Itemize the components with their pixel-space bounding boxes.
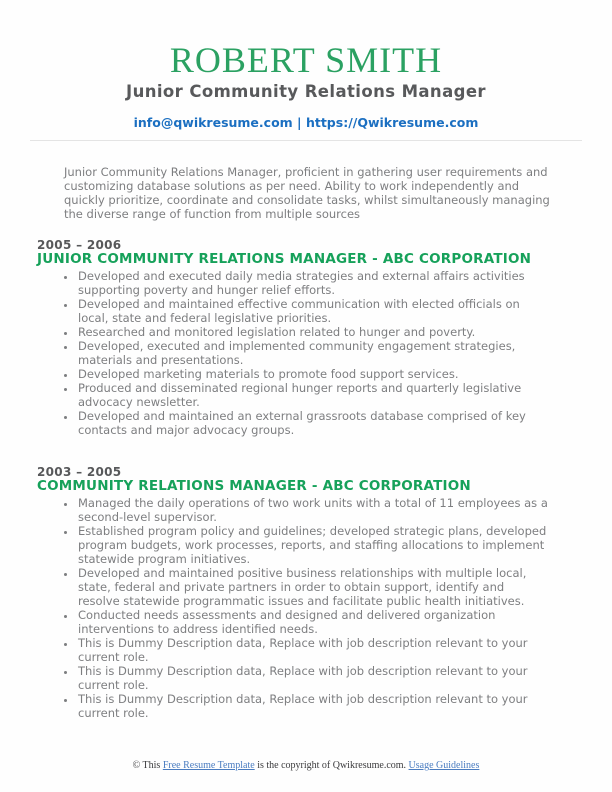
candidate-job-title: Junior Community Relations Manager xyxy=(126,82,486,101)
footer-text-middle: is the copyright of Qwikresume.com. xyxy=(254,760,409,771)
bullet-item: • Managed the daily operations of two work units with a total of 11 employees as a second-level supervisor. xyxy=(76,496,548,524)
summary-paragraph: Junior Community Relations Manager, proficient in gathering user requirements and customizing database solutions as per need. Ability to work independently and quickly prioritize, coordinate and consolidate tasks, whilst simultaneously managing the diverse range of function from multiple sources xyxy=(64,165,550,221)
bullet-item: • Developed marketing materials to promote food support services. xyxy=(76,367,548,381)
free-resume-template-link[interactable]: Free Resume Template xyxy=(162,760,255,771)
bullet-item: • This is Dummy Description data, Replace with job description relevant to your current role. xyxy=(76,664,548,692)
section-heading: COMMUNITY RELATIONS MANAGER - ABC CORPORATION xyxy=(37,478,471,494)
bullet-item: • Developed and maintained an external grassroots database comprised of key contacts and major advocacy groups. xyxy=(76,409,548,437)
bullet-item: • Researched and monitored legislation related to hunger and poverty. xyxy=(76,325,548,339)
experience-section-1 xyxy=(37,238,548,437)
section-dates: 2005 – 2006 xyxy=(37,238,122,252)
bullet-list xyxy=(37,496,548,720)
experience-section-2 xyxy=(37,465,548,720)
bullet-list xyxy=(37,269,548,437)
bullet-item: • Developed, executed and implemented community engagement strategies, materials and presentations. xyxy=(76,339,548,367)
header-divider xyxy=(30,140,582,141)
bullet-item: • Developed and executed daily media strategies and external affairs activities supporting poverty and hunger relief efforts. xyxy=(76,269,548,297)
section-heading: JUNIOR COMMUNITY RELATIONS MANAGER - ABC CORPORATION xyxy=(37,251,532,267)
usage-guidelines-link[interactable]: Usage Guidelines xyxy=(408,760,480,771)
bullet-item: • Conducted needs assessments and designed and delivered organization interventions to address identified needs. xyxy=(76,608,548,636)
bullet-item: • This is Dummy Description data, Replace with job description relevant to your current role. xyxy=(76,636,548,664)
section-dates: 2003 – 2005 xyxy=(37,465,122,479)
bullet-item: • This is Dummy Description data, Replace with job description relevant to your current role. xyxy=(76,692,548,720)
candidate-name: ROBERT SMITH xyxy=(169,40,443,80)
footer-text-prefix: © This xyxy=(132,760,163,771)
bullet-item: • Developed and maintained positive business relationships with multiple local, state, federal and private partners in order to obtain support, identify and resolve statewide programmatic issues and facilitate public health initiatives. xyxy=(76,566,548,608)
contact-links[interactable]: info@qwikresume.com | https://Qwikresume.com xyxy=(133,115,479,130)
bullet-item: • Established program policy and guidelines; developed strategic plans, developed program budgets, work processes, reports, and staffing allocations to implement statewide program initiatives. xyxy=(76,524,548,566)
bullet-item: • Developed and maintained effective communication with elected officials on local, state and federal legislative priorities. xyxy=(76,297,548,325)
bullet-item: • Produced and disseminated regional hunger reports and quarterly legislative advocacy newsletter. xyxy=(76,381,548,409)
copyright-footer xyxy=(0,760,612,771)
